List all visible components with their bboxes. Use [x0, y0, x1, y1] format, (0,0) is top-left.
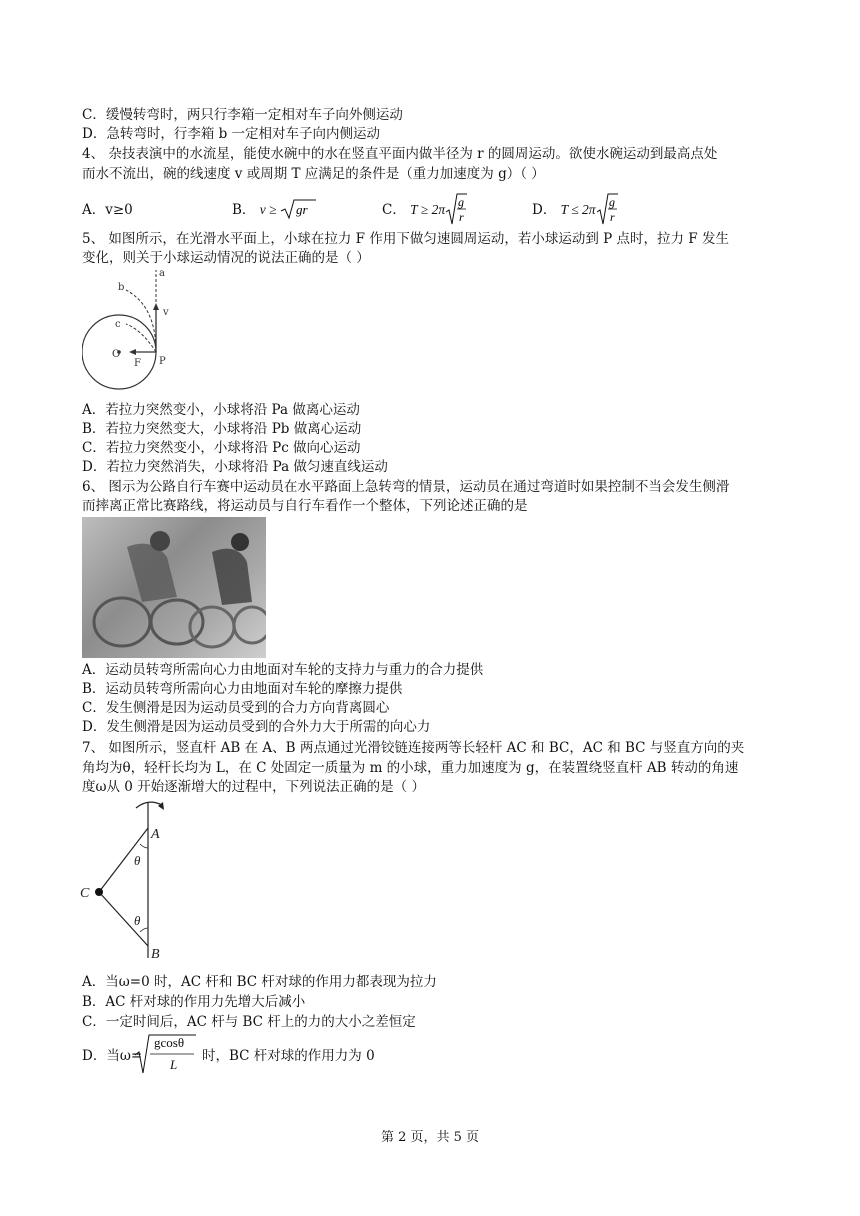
page-footer: 第 2 页，共 5 页 — [380, 1130, 480, 1145]
q7-stem-line3: 度ω从 0 开始逐渐增大的过程中，下列说法正确的是（ ） — [82, 779, 425, 795]
q7-rod-figure — [78, 796, 178, 964]
q7-option-d-denominator: L — [170, 1057, 178, 1072]
q4-option-d-expr: T ≤ 2π — [560, 202, 596, 217]
q5-option-b: B．若拉力突然变大，小球将沿 Pb 做离心运动 — [82, 421, 362, 437]
q5-option-c: C．若拉力突然变小，小球将沿 Pc 做向心运动 — [82, 440, 361, 456]
q4-option-b-expr: v ≥ — [259, 202, 280, 217]
q7-stem-line1: 7、 如图所示，竖直杆 AB 在 A、B 两点通过光滑铰链连接两等长轻杆 AC 和 BC，AC 和 BC 与竖直方向的夹 — [82, 740, 745, 756]
q3-option-c: C．缓慢转弯时，两只行李箱一定相对车子向外侧运动 — [82, 107, 403, 123]
label-c: C — [80, 886, 90, 901]
ball-c — [95, 888, 103, 896]
rotation-arrow — [136, 802, 162, 808]
q7-option-d-numerator: gcosθ — [154, 1035, 185, 1050]
angle-arc-a — [140, 844, 148, 848]
q4-stem-line2: 而水不流出，碗的线速度 v 或周期 T 应满足的条件是（重力加速度为 g）（ ） — [82, 166, 545, 182]
bike-wheel-2 — [151, 600, 203, 644]
velocity-arrowhead-icon — [153, 303, 159, 310]
rod-bc — [99, 892, 148, 946]
q4-option-b-label: B． — [232, 202, 256, 218]
label-b: B — [151, 947, 160, 962]
q4-option-b — [232, 198, 316, 220]
label-c: c — [115, 319, 121, 330]
cyclists-photo — [82, 517, 266, 658]
label-f: F — [134, 358, 141, 369]
q4-option-a: A．v≥0 — [82, 202, 133, 218]
q6-option-d: D．发生侧滑是因为运动员受到的合外力大于所需的向心力 — [82, 719, 431, 735]
svg-text:r: r — [609, 210, 615, 224]
label-o: O — [112, 349, 121, 360]
q6-option-b: B．运动员转弯所需向心力由地面对车轮的摩擦力提供 — [82, 681, 403, 697]
sqrt-fraction-icon — [445, 192, 467, 226]
sqrt-fraction-icon — [596, 192, 618, 226]
rider-2-head — [231, 533, 249, 551]
q7-option-b: B．AC 杆对球的作用力先增大后减小 — [82, 994, 306, 1010]
q6-option-a: A．运动员转弯所需向心力由地面对车轮的支持力与重力的合力提供 — [82, 662, 484, 678]
q4-option-d — [532, 192, 618, 226]
q5-stem-line1: 5、 如图所示，在光滑水平面上，小球在拉力 F 作用下做匀速圆周运动，若小球运动到 P 点时，拉力 F 发生 — [82, 231, 729, 247]
q7-option-d-suffix: 时，BC 杆对球的作用力为 0 — [202, 1048, 375, 1064]
bike-wheel-3 — [190, 607, 234, 647]
svg-text:r: r — [459, 210, 464, 224]
label-p: P — [159, 356, 166, 367]
rider-1-head — [150, 531, 170, 551]
q4-option-c-expr: T ≥ 2π — [410, 202, 446, 217]
q7-stem-line2: 角均为θ，轻杆长均为 L，在 C 处固定一质量为 m 的小球，重力加速度为 g，在装置绕竖直杆 AB 转动的角速 — [82, 760, 739, 776]
label-theta-top: θ — [134, 853, 141, 868]
svg-text:g: g — [458, 195, 465, 209]
label-b: b — [118, 282, 125, 293]
q4-option-d-label: D． — [532, 202, 557, 218]
q5-option-d: D．若拉力突然消失，小球将沿 Pa 做匀速直线运动 — [82, 459, 388, 475]
q6-stem-line1: 6、 图示为公路自行车赛中运动员在水平路面上急转弯的情景，运动员在通过弯道时如果控制不当会发生侧滑 — [82, 479, 730, 495]
q7-option-c: C．一定时间后，AC 杆与 BC 杆上的力的大小之差恒定 — [82, 1014, 416, 1030]
q5-option-a: A．若拉力突然变小，小球将沿 Pa 做离心运动 — [82, 402, 360, 418]
bike-wheel-1 — [94, 598, 150, 646]
cyclists-illustration — [82, 517, 266, 658]
label-theta-bottom: θ — [134, 913, 141, 928]
angle-arc-b — [140, 928, 148, 932]
sqrt-sign-icon — [280, 198, 316, 220]
q4-option-c — [382, 192, 467, 226]
q5-stem-line2: 变化，则关于小球运动情况的说法正确的是（ ） — [82, 250, 370, 266]
rod-ac — [99, 828, 148, 892]
q7-option-d-prefix: D．当ω= — [82, 1048, 143, 1064]
svg-text:g: g — [608, 195, 615, 209]
rider-2 — [212, 549, 252, 605]
path-pc — [126, 324, 156, 352]
svg-text:gr: gr — [295, 202, 308, 217]
q6-option-c: C．发生侧滑是因为运动员受到的合力方向背离圆心 — [82, 700, 390, 716]
label-v: v — [163, 307, 169, 318]
rider-1 — [127, 544, 177, 602]
bike-wheel-4 — [234, 607, 266, 643]
label-a: a — [159, 268, 165, 279]
q7-option-a: A．当ω=0 时，AC 杆和 BC 杆对球的作用力都表现为拉力 — [82, 974, 437, 990]
q3-option-d: D．急转弯时，行李箱 b 一定相对车子向内侧运动 — [82, 126, 381, 142]
q6-stem-line2: 而摔离正常比赛路线，将运动员与自行车看作一个整体，下列论述正确的是 — [82, 498, 528, 514]
q5-circle-figure — [82, 266, 202, 396]
force-arrowhead-icon — [129, 349, 136, 355]
q4-stem-line1: 4、 杂技表演中的水流星，能使水碗中的水在竖直平面内做半径为 r 的圆周运动。欲使水碗运动到最高点处 — [82, 146, 718, 162]
label-a: A — [151, 827, 160, 842]
q4-option-c-label: C． — [382, 202, 406, 218]
path-pb — [126, 290, 156, 352]
